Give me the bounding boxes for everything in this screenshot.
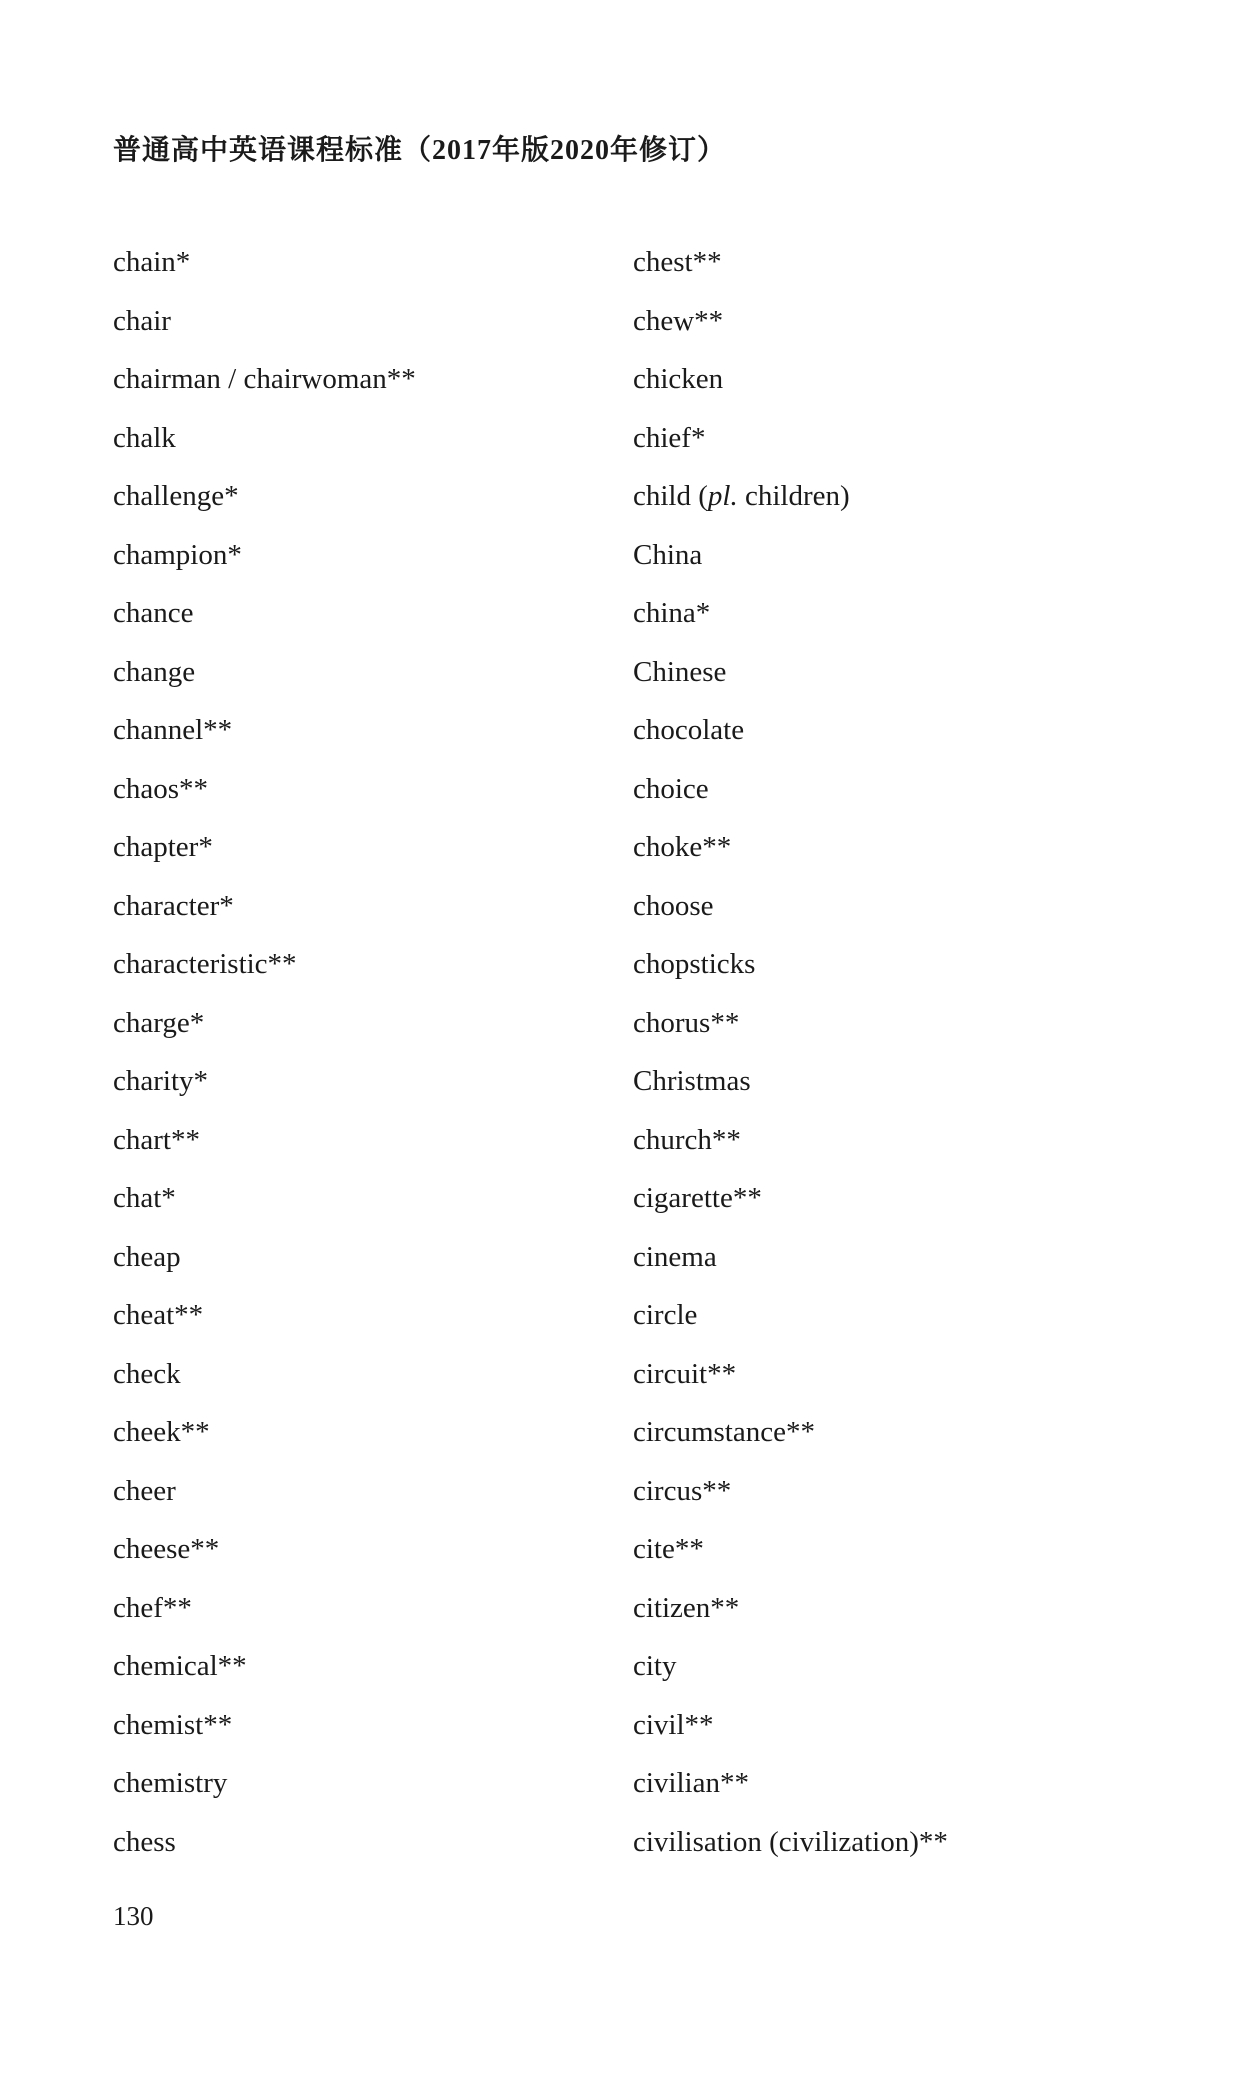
word-item: chair [113,304,171,337]
word-item: city [633,1650,677,1682]
word-item: circus** [633,1474,732,1507]
word-item: circumstance** [633,1416,815,1448]
word-item: Christmas [633,1065,751,1097]
word-item: circle [633,1299,698,1331]
word-item: civilian** [633,1767,749,1799]
word-item: cigarette** [633,1182,762,1214]
word-item: check [113,1357,181,1390]
word-item: chalk [113,421,176,454]
word-item: cheer [113,1474,176,1507]
word-item: channel** [113,714,233,746]
word-item: chest** [633,246,722,278]
word-item: chocolate [633,714,745,746]
word-item: chain* [113,246,191,278]
word-item: challenge* [113,480,239,512]
word-item: chemical** [113,1650,247,1682]
page-number: 130 [113,1901,154,1931]
word-item: cheat** [113,1299,204,1331]
word-item: charge* [113,1006,205,1039]
word-item: chew** [633,304,724,337]
word-item: chicken [633,363,724,395]
word-item: champion* [113,538,242,571]
word-item: cinema [633,1240,717,1273]
word-item: chapter* [113,831,213,863]
word-item: cheese** [113,1533,220,1565]
word-item: character* [113,889,234,922]
word-item: civilisation (civilization)** [633,1825,948,1858]
word-item: chart** [113,1123,200,1156]
word-item: charity* [113,1065,209,1097]
word-item: citizen** [633,1591,740,1624]
word-item: chat* [113,1182,176,1214]
word-item: chopsticks [633,948,756,980]
word-item: Chinese [633,655,727,688]
word-item: chairman / chairwoman** [113,363,416,395]
word-item: child (pl. children) [633,480,850,512]
page-title: 普通高中英语课程标准（2017年版2020年修订） [113,135,727,166]
word-item: China [633,538,703,571]
word-item: choice [633,772,709,805]
word-item: chorus** [633,1006,740,1039]
word-item: change [113,655,196,688]
word-item: characteristic** [113,948,297,980]
word-item: chaos** [113,772,209,805]
word-item: cite** [633,1533,704,1565]
word-item: chemistry [113,1767,228,1799]
word-item: civil** [633,1708,714,1741]
word-column-left [113,233,416,1871]
word-item: circuit** [633,1357,737,1390]
word-item: choose [633,889,714,922]
word-item: chef** [113,1591,192,1624]
word-item: choke** [633,831,732,863]
word-item: chess [113,1825,176,1858]
word-item: cheap [113,1240,181,1273]
word-item: chance [113,597,194,629]
word-column-right [633,233,948,1871]
word-item: chief* [633,421,706,454]
word-item: church** [633,1123,741,1156]
word-item: cheek** [113,1416,210,1448]
word-item: chemist** [113,1708,233,1741]
word-item: china* [633,597,711,629]
